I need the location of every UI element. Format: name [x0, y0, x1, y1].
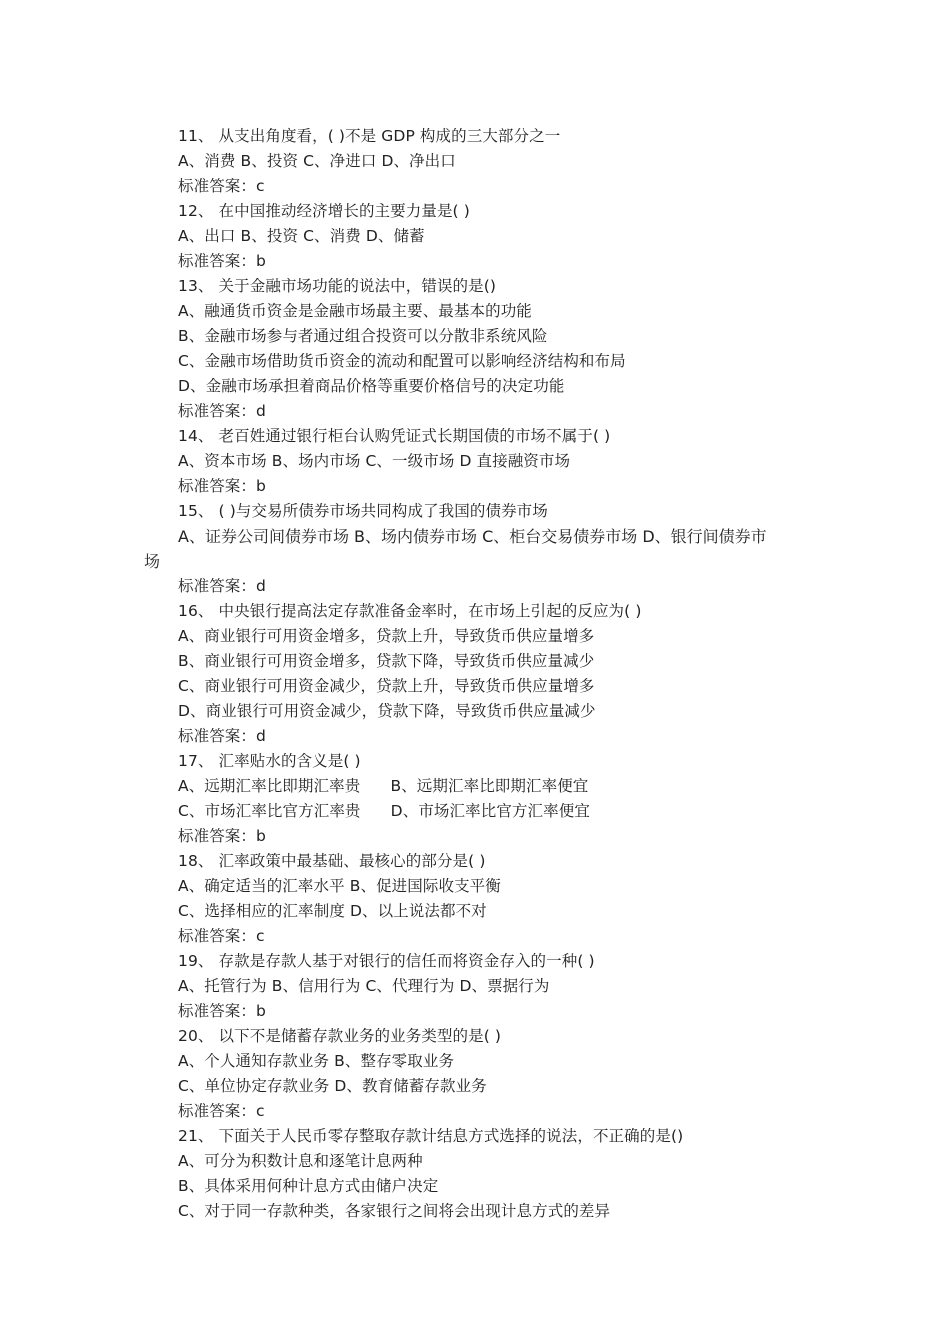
question-13-option-c: C、金融市场借助货币资金的流动和配置可以影响经济结构和布局	[178, 352, 626, 370]
question-15-options-line1: A、证券公司间债券市场 B、场内债券市场 C、柜台交易债券市场 D、银行间债券市	[178, 527, 767, 546]
question-list	[144, 124, 808, 1224]
question-20-options-ab: A、个人通知存款业务 B、整存零取业务	[178, 1052, 455, 1070]
question-19-answer: 标准答案：b	[178, 1002, 266, 1020]
question-21-option-c: C、对于同一存款种类，各家银行之间将会出现计息方式的差异	[178, 1202, 611, 1220]
question-15-answer: 标准答案：d	[178, 577, 266, 595]
question-17-answer: 标准答案：b	[178, 827, 266, 845]
question-14-answer: 标准答案：b	[178, 477, 266, 495]
question-12-answer: 标准答案：b	[178, 252, 266, 270]
question-14-options: A、资本市场 B、场内市场 C、一级市场 D 直接融资市场	[178, 452, 571, 470]
question-20-text: 20、 以下不是储蓄存款业务的业务类型的是( )	[178, 1027, 502, 1045]
question-16-answer: 标准答案：d	[178, 727, 266, 745]
question-20-answer: 标准答案：c	[178, 1102, 265, 1120]
question-17-options-cd: C、市场汇率比官方汇率贵 D、市场汇率比官方汇率便宜	[178, 802, 590, 820]
question-13-option-a: A、融通货币资金是金融市场最主要、最基本的功能	[178, 302, 532, 320]
question-18-options-cd: C、选择相应的汇率制度 D、以上说法都不对	[178, 902, 487, 920]
question-21-option-a: A、可分为积数计息和逐笔计息两种	[178, 1152, 423, 1170]
question-18-options-ab: A、确定适当的汇率水平 B、促进国际收支平衡	[178, 877, 501, 895]
question-12-text: 12、 在中国推动经济增长的主要力量是( )	[178, 202, 470, 220]
question-15-options-line2: 场	[144, 552, 161, 571]
question-18-answer: 标准答案：c	[178, 927, 265, 945]
question-16-option-b: B、商业银行可用资金增多，贷款下降，导致货币供应量减少	[178, 652, 595, 670]
question-16-option-c: C、商业银行可用资金减少，贷款上升，导致货币供应量增多	[178, 677, 595, 695]
question-15-options	[144, 524, 808, 574]
question-13-option-b: B、金融市场参与者通过组合投资可以分散非系统风险	[178, 327, 548, 345]
question-21-text: 21、 下面关于人民币零存整取存款计结息方式选择的说法，不正确的是()	[178, 1127, 684, 1145]
question-11-text: 11、 从支出角度看，( )不是 GDP 构成的三大部分之一	[178, 127, 561, 145]
question-21-option-b: B、具体采用何种计息方式由储户决定	[178, 1177, 439, 1195]
question-13-answer: 标准答案：d	[178, 402, 266, 420]
question-16-text: 16、 中央银行提高法定存款准备金率时，在市场上引起的反应为( )	[178, 602, 642, 620]
question-15-text: 15、 ( )与交易所债券市场共同构成了我国的债券市场	[178, 502, 548, 520]
question-14-text: 14、 老百姓通过银行柜台认购凭证式长期国债的市场不属于( )	[178, 427, 611, 445]
question-16-option-d: D、商业银行可用资金减少，贷款下降，导致货币供应量减少	[178, 702, 596, 720]
question-12-options: A、出口 B、投资 C、消费 D、储蓄	[178, 227, 425, 245]
question-20-options-cd: C、单位协定存款业务 D、教育储蓄存款业务	[178, 1077, 487, 1095]
question-13-text: 13、 关于金融市场功能的说法中，错误的是()	[178, 277, 497, 295]
question-11-options: A、消费 B、投资 C、净进口 D、净出口	[178, 152, 456, 170]
question-16-option-a: A、商业银行可用资金增多，贷款上升，导致货币供应量增多	[178, 627, 595, 645]
question-13-option-d: D、金融市场承担着商品价格等重要价格信号的决定功能	[178, 377, 565, 395]
question-19-text: 19、 存款是存款人基于对银行的信任而将资金存入的一种( )	[178, 952, 595, 970]
question-18-text: 18、 汇率政策中最基础、最核心的部分是( )	[178, 852, 486, 870]
question-17-text: 17、 汇率贴水的含义是( )	[178, 752, 361, 770]
question-17-options-ab: A、远期汇率比即期汇率贵 B、远期汇率比即期汇率便宜	[178, 777, 589, 795]
question-11-answer: 标准答案：c	[178, 177, 265, 195]
question-19-options: A、托管行为 B、信用行为 C、代理行为 D、票据行为	[178, 977, 550, 995]
